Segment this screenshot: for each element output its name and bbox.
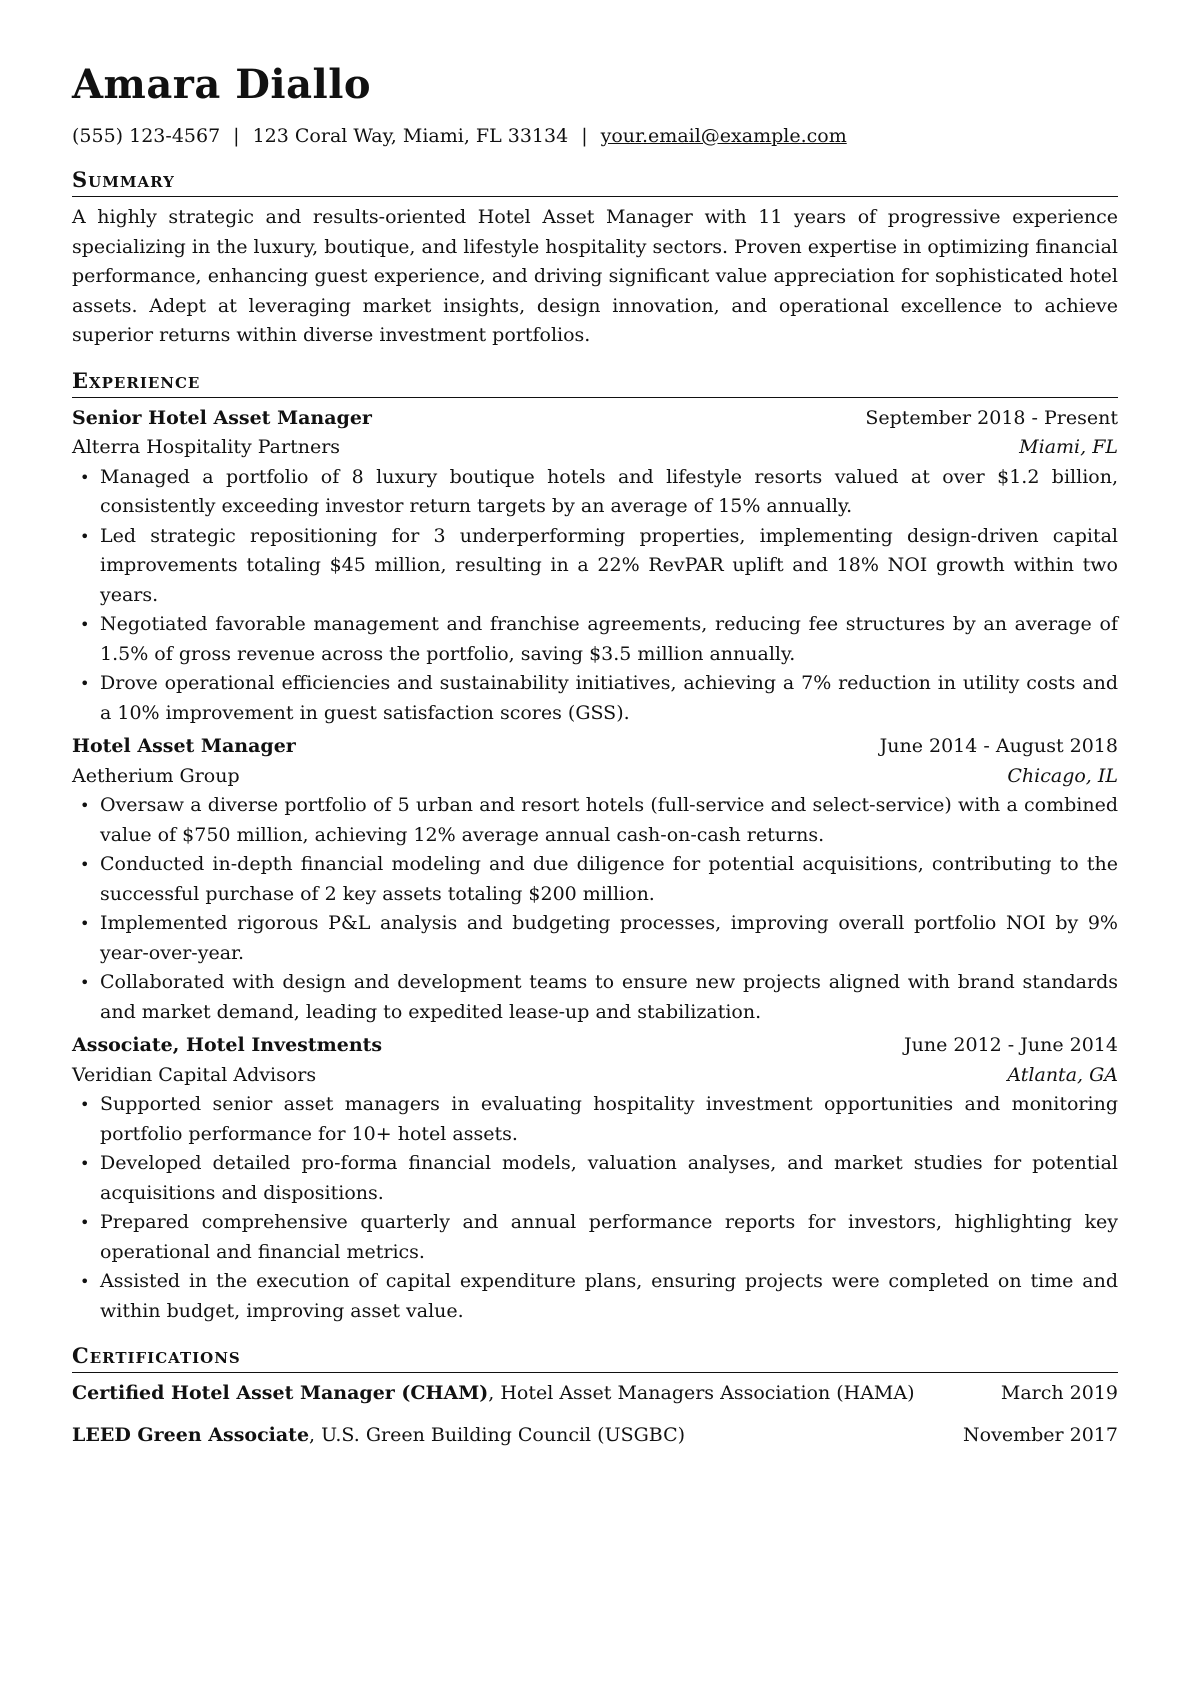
contact-line: [72, 122, 1118, 150]
bullet-icon: •: [80, 674, 90, 693]
job-location: Atlanta, GA: [1007, 1063, 1118, 1086]
candidate-name: Amara Diallo: [72, 61, 372, 108]
bullet-icon: •: [80, 1095, 90, 1114]
phone-number: (555) 123-4567: [72, 125, 221, 147]
bullet-item: • Oversaw a diverse portfolio of 5 urban and resort hotels (full-service and select-service) with a combined value of $750 million, achieving 12% average annual cash-on-cash returns.: [72, 791, 1118, 850]
bullet-item: • Conducted in-depth financial modeling and due diligence for potential acquisitions, contributing to the successful purchase of 2 key assets totaling $200 million.: [72, 850, 1118, 909]
certification-issuer: , U.S. Green Building Council (USGBC): [309, 1423, 686, 1446]
job-bullets: [72, 463, 1118, 729]
company-name: Aetherium Group: [72, 764, 240, 787]
certification-name: LEED Green Associate: [72, 1423, 310, 1446]
job-title: Senior Hotel Asset Manager: [72, 406, 372, 429]
bullet-item: • Assisted in the execution of capital expenditure plans, ensuring projects were completed on time and within budget, improving asset value.: [72, 1267, 1118, 1326]
job-title: Associate, Hotel Investments: [72, 1034, 383, 1056]
bullet-icon: •: [80, 914, 90, 933]
email-link[interactable]: your.email@example.com: [600, 125, 847, 147]
job-location: Miami, FL: [1019, 436, 1118, 458]
bullet-icon: •: [80, 615, 90, 634]
certification-date: March 2019: [1000, 1382, 1118, 1404]
job-entry: [72, 404, 1118, 729]
bullet-icon: •: [80, 1213, 90, 1232]
bullet-icon: •: [80, 855, 90, 874]
job-bullets: [72, 1090, 1118, 1326]
bullet-icon: •: [80, 796, 90, 815]
bullet-icon: •: [80, 1154, 90, 1173]
bullet-item: • Negotiated favorable management and franchise agreements, reducing fee structures by an average of 1.5% of gross revenue across the portfolio, saving $3.5 million annually.: [72, 610, 1118, 669]
bullet-icon: •: [80, 973, 90, 992]
company-name: Alterra Hospitality Partners: [72, 436, 341, 458]
certification-entry: [72, 1379, 1118, 1409]
job-entry: [72, 732, 1118, 1027]
resume-page: [72, 58, 1118, 1462]
certification-entry: [72, 1421, 1118, 1451]
certification-issuer: , Hotel Asset Managers Association (HAMA): [488, 1382, 915, 1404]
bullet-icon: •: [80, 1272, 90, 1291]
bullet-icon: •: [80, 526, 90, 546]
certifications-heading: Certifications: [72, 1342, 1118, 1373]
bullet-item: • Collaborated with design and development teams to ensure new projects aligned with brand standards and market demand, leading to expedited lease-up and stabilization.: [72, 968, 1118, 1027]
summary-text: A highly strategic and results-oriented Hotel Asset Manager with 11 years of progressive experience specializing in the luxury, boutique, and lifestyle hospitality sectors. Proven expertise in optimizing financial performance, enhancing guest experience, and driving significant value appreciation for sophisticated hotel assets. Adept at leveraging market insights, design innovation, and operational excellence to achieve superior returns within diverse investment portfolios.: [72, 206, 1118, 346]
address: 123 Coral Way, Miami, FL 33134: [252, 125, 569, 147]
bullet-item: • Implemented rigorous P&L analysis and budgeting processes, improving overall portfolio NOI by 9% year-over-year.: [72, 909, 1118, 968]
job-dates: September 2018 - Present: [865, 406, 1118, 429]
bullet-item: • Managed a portfolio of 8 luxury boutique hotels and lifestyle resorts valued at over $1.2 billion, consistently exceeding investor return targets by an average of 15% annually.: [72, 463, 1118, 522]
certification-date: November 2017: [963, 1423, 1118, 1446]
job-location: Chicago, IL: [1007, 764, 1118, 787]
bullet-item: • Supported senior asset managers in evaluating hospitality investment opportunities and monitoring portfolio performance for 10+ hotel assets.: [72, 1090, 1118, 1149]
summary-heading: Summary: [72, 166, 1118, 197]
bullet-item: • Prepared comprehensive quarterly and annual performance reports for investors, highlighting key operational and financial metrics.: [72, 1208, 1118, 1267]
company-name: Veridian Capital Advisors: [72, 1063, 317, 1086]
certification-name: Certified Hotel Asset Manager (CHAM): [72, 1382, 489, 1404]
contact-separator: |: [581, 125, 588, 147]
bullet-icon: •: [80, 467, 90, 487]
experience-heading: Experience: [72, 367, 1118, 398]
job-bullets: [72, 791, 1118, 1027]
job-title: Hotel Asset Manager: [72, 735, 296, 757]
job-dates: June 2014 - August 2018: [879, 735, 1118, 757]
job-dates: June 2012 - June 2014: [904, 1034, 1118, 1056]
bullet-item: • Led strategic repositioning for 3 underperforming properties, implementing design-driven capital improvements totaling $45 million, resulting in a 22% RevPAR uplift and 18% NOI growth within two years.: [72, 522, 1118, 611]
bullet-item: • Developed detailed pro-forma financial models, valuation analyses, and market studies for potential acquisitions and dispositions.: [72, 1149, 1118, 1208]
contact-separator: |: [233, 125, 240, 147]
bullet-item: • Drove operational efficiencies and sustainability initiatives, achieving a 7% reduction in utility costs and a 10% improvement in guest satisfaction scores (GSS).: [72, 669, 1118, 728]
job-entry: [72, 1031, 1118, 1326]
